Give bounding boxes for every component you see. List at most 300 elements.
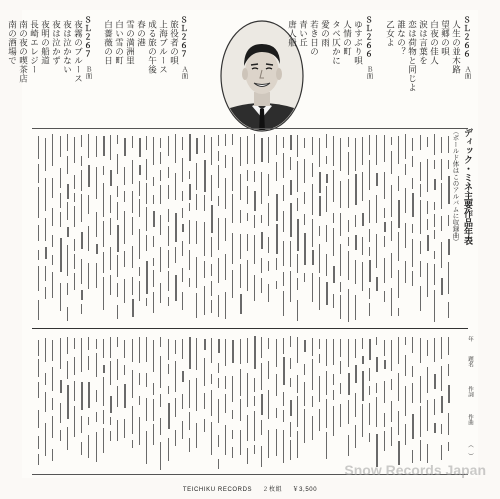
table-entry-mark	[254, 336, 256, 369]
table-entry-mark	[304, 214, 305, 225]
table-entry-mark	[153, 399, 154, 421]
track-b6: 青い丘	[297, 20, 308, 47]
table-entry-mark	[268, 137, 269, 163]
table-entry-mark	[247, 213, 248, 221]
table-entry-mark	[153, 424, 154, 445]
table-entry-mark	[52, 449, 53, 461]
table-entry-mark	[441, 424, 442, 434]
table-entry-mark	[448, 160, 449, 168]
table-entry-mark	[326, 174, 328, 183]
table-entry-mark	[74, 206, 75, 228]
table-entry-mark	[391, 401, 392, 422]
table-entry-mark	[247, 234, 248, 251]
table-entry-mark	[391, 185, 392, 217]
table-entry-mark	[67, 134, 68, 150]
table-entry-mark	[132, 246, 133, 268]
track-d6: 南の夜の喫茶店	[17, 20, 28, 83]
table-entry-mark	[312, 137, 313, 155]
table-entry-mark	[139, 281, 140, 302]
table-entry-mark	[448, 337, 449, 355]
table-entry-mark	[441, 242, 442, 268]
table-entry-mark	[448, 262, 449, 294]
table-entry-mark	[96, 136, 97, 157]
table-entry-mark	[168, 386, 169, 395]
table-entry-mark	[297, 375, 298, 392]
table-entry-mark	[110, 337, 111, 357]
table-entry-mark	[225, 178, 226, 209]
table-entry-mark	[420, 406, 421, 437]
table-entry-mark	[189, 171, 190, 179]
table-entry-mark	[434, 338, 435, 361]
table-entry-mark	[290, 336, 291, 347]
table-entry-mark	[232, 194, 233, 222]
table-entry-mark	[38, 436, 39, 450]
table-entry-mark	[247, 260, 248, 291]
table-entry-mark	[355, 393, 356, 417]
table-entry-mark	[218, 378, 219, 388]
table-entry-mark	[88, 417, 89, 426]
table-entry-mark	[326, 156, 327, 164]
table-entry-mark	[398, 441, 400, 465]
table-entry-mark	[175, 134, 176, 162]
table-entry-mark	[254, 191, 256, 210]
table-entry-mark	[110, 396, 112, 413]
table-entry-mark	[110, 195, 111, 213]
table-entry-mark	[348, 152, 349, 176]
table-entry-mark	[168, 403, 170, 430]
track-d5: 長崎エレジー	[28, 20, 39, 74]
table-entry-mark	[139, 138, 141, 158]
table-entry-mark	[88, 165, 90, 187]
table-entry-mark	[340, 404, 341, 426]
table-entry-mark	[254, 396, 255, 406]
table-entry-mark	[38, 187, 39, 218]
table-entry-mark	[319, 409, 320, 431]
table-entry-mark	[204, 261, 205, 278]
table-entry-mark	[96, 167, 97, 199]
table-entry-mark	[376, 397, 377, 426]
table-entry-mark	[96, 244, 98, 254]
table-entry-mark	[290, 400, 292, 415]
table-entry-mark	[74, 381, 75, 402]
table-entry-mark	[175, 361, 176, 392]
table-entry-mark	[290, 378, 291, 387]
table-entry-mark	[160, 442, 161, 470]
table-entry-mark	[304, 340, 306, 352]
table-entry-mark	[153, 177, 154, 186]
table-entry-mark	[362, 172, 363, 201]
table-entry-mark	[268, 430, 269, 458]
table-entry-mark	[153, 195, 154, 205]
table-entry-mark	[398, 200, 400, 228]
table-entry-mark	[362, 338, 363, 350]
table-entry-mark	[340, 361, 341, 375]
table-entry-mark	[290, 271, 291, 302]
table-entry-mark	[412, 193, 414, 217]
table-entry-mark	[45, 373, 46, 384]
table-entry-mark	[427, 340, 428, 356]
disc-b-side: Ｂ面	[365, 66, 374, 79]
table-entry-mark	[254, 411, 255, 441]
table-entry-mark	[261, 337, 262, 358]
track-c4: 春の港	[135, 20, 146, 47]
table-entry-mark	[448, 413, 449, 435]
table-entry-mark	[333, 136, 334, 166]
table-entry-mark	[254, 134, 255, 163]
table-entry-mark	[74, 338, 75, 349]
track-d2: 夜は泣かない	[61, 20, 72, 74]
table-entry-mark	[304, 159, 305, 183]
table-entry-mark	[319, 138, 320, 167]
table-entry-mark	[45, 178, 46, 211]
table-entry-mark	[448, 364, 449, 376]
table-entry-mark	[168, 209, 169, 222]
table-entry-mark	[441, 445, 442, 460]
table-entry-mark	[247, 373, 248, 407]
table-entry-mark	[67, 337, 68, 355]
table-entry-mark	[268, 338, 269, 349]
table-entry-mark	[434, 374, 436, 389]
table-entry-mark	[175, 340, 176, 354]
table-entry-mark	[139, 199, 140, 216]
table-entry-mark	[319, 226, 320, 236]
table-entry-mark	[420, 440, 421, 461]
table-entry-mark	[333, 374, 334, 386]
table-entry-mark	[333, 228, 334, 256]
table-entry-mark	[398, 270, 399, 297]
table-entry-mark	[60, 193, 61, 207]
table-entry-mark	[391, 137, 392, 145]
table-entry-mark	[45, 423, 46, 457]
table-entry-mark	[297, 337, 298, 364]
table-entry-mark	[189, 134, 191, 161]
table-entry-mark	[412, 224, 413, 233]
table-entry-mark	[204, 160, 206, 192]
table-entry-mark	[175, 213, 177, 242]
track-b7: 唐人船	[286, 20, 297, 47]
table-entry-mark	[211, 137, 212, 165]
table-entry-mark	[88, 195, 89, 214]
table-entry-mark	[348, 400, 349, 424]
table-entry-mark	[117, 202, 118, 220]
table-entry-mark	[348, 237, 349, 245]
table-entry-mark	[434, 290, 435, 322]
table-entry-mark	[45, 218, 46, 240]
table-entry-mark	[132, 160, 133, 184]
table-entry-mark	[240, 137, 241, 166]
table-entry-mark	[117, 225, 119, 252]
table-entry-mark	[261, 278, 262, 294]
table-entry-mark	[290, 180, 292, 195]
table-entry-mark	[81, 442, 82, 455]
table-entry-mark	[139, 229, 140, 258]
table-entry-mark	[45, 266, 46, 280]
table-entry-mark	[160, 283, 161, 303]
table-entry-mark	[103, 365, 105, 373]
table-entry-mark	[60, 168, 61, 188]
table-entry-mark	[448, 136, 449, 153]
table-entry-mark	[218, 196, 219, 206]
table-entry-mark	[348, 339, 349, 367]
table-entry-mark	[333, 390, 334, 400]
table-entry-mark	[124, 279, 125, 303]
table-entry-mark	[117, 186, 118, 197]
table-entry-mark	[153, 270, 154, 286]
table-entry-mark	[103, 183, 104, 217]
disc-c-side: Ａ面	[180, 66, 189, 79]
disc-a-side: Ａ面	[463, 66, 472, 79]
table-entry-mark	[369, 303, 370, 316]
table-entry-mark	[124, 167, 125, 186]
table-entry-mark	[254, 235, 255, 264]
table-entry-mark	[168, 136, 169, 155]
table-entry-mark	[74, 406, 75, 437]
table-entry-mark	[60, 238, 62, 271]
table-entry-mark	[261, 420, 262, 436]
table-entry-mark	[384, 291, 385, 302]
table-entry-mark	[304, 192, 305, 204]
table-entry-mark	[412, 156, 413, 167]
table-entry-mark	[67, 202, 68, 219]
table-entry-mark	[333, 406, 334, 437]
table-entry-mark	[110, 135, 111, 160]
table-entry-mark	[391, 379, 392, 390]
table-entry-mark	[261, 394, 263, 415]
table-entry-mark	[117, 154, 118, 174]
table-entry-mark	[297, 135, 298, 157]
discography-subtitle: （ボールド体はこのアルバムに収録曲）	[451, 128, 460, 245]
table-entry-mark	[405, 337, 406, 345]
disc-b-catalog: ＳＬ２６６	[364, 16, 374, 59]
table-entry-mark	[132, 299, 134, 317]
table-entry-mark	[319, 376, 320, 402]
table-entry-mark	[405, 164, 406, 175]
table-entry-mark	[427, 400, 428, 432]
disc-d-side: Ｂ面	[84, 66, 93, 79]
table-entry-mark	[304, 233, 306, 266]
table-entry-mark	[276, 194, 278, 221]
table-entry-mark	[124, 419, 125, 438]
table-entry-mark	[412, 178, 413, 189]
table-entry-mark	[441, 159, 442, 180]
table-entry-mark	[139, 417, 140, 445]
table-entry-mark	[189, 203, 190, 212]
track-c3: 成る旅の午後	[146, 20, 157, 74]
table-entry-mark	[196, 338, 197, 370]
table-entry-mark	[448, 442, 449, 451]
table-entry-mark	[45, 247, 47, 259]
table-entry-mark	[38, 300, 39, 321]
table-entry-mark	[175, 275, 177, 301]
table-entry-mark	[196, 293, 197, 319]
table-entry-mark	[276, 135, 277, 155]
table-entry-mark	[117, 283, 118, 297]
table-entry-mark	[405, 424, 406, 445]
table-entry-mark	[448, 215, 449, 225]
table-entry-mark	[405, 188, 406, 213]
table-entry-mark	[117, 135, 118, 144]
table-entry-mark	[103, 221, 104, 247]
table-entry-mark	[391, 288, 392, 317]
table-entry-mark	[52, 416, 53, 438]
table-entry-mark	[103, 377, 104, 406]
table-entry-mark	[412, 271, 413, 286]
table-entry-mark	[427, 367, 428, 393]
table-entry-mark	[312, 184, 313, 215]
table-entry-mark	[52, 235, 53, 247]
table-entry-mark	[52, 208, 53, 226]
table-entry-mark	[333, 170, 334, 202]
table-entry-mark	[348, 373, 350, 394]
price: ￥3,500	[292, 487, 318, 493]
table-entry-mark	[45, 287, 46, 299]
table-entry-mark	[160, 170, 161, 181]
table-entry-mark	[297, 254, 298, 273]
table-entry-mark	[67, 156, 68, 174]
table-entry-mark	[297, 300, 298, 321]
table-entry-mark	[391, 253, 392, 277]
table-entry-mark	[60, 136, 61, 157]
table-entry-mark	[146, 261, 148, 294]
table-entry-mark	[160, 337, 161, 347]
table-entry-mark	[304, 273, 305, 283]
table-entry-mark	[261, 138, 263, 163]
table-entry-mark	[427, 444, 428, 463]
table-entry-mark	[405, 134, 406, 159]
table-entry-mark	[146, 298, 147, 306]
table-entry-mark	[96, 263, 97, 288]
table-entry-mark	[333, 213, 334, 224]
table-entry-mark	[355, 138, 356, 172]
table-entry-mark	[146, 183, 147, 204]
table-entry-mark	[290, 358, 291, 369]
table-entry-mark	[312, 250, 314, 265]
table-entry-mark	[168, 226, 169, 246]
table-entry-mark	[304, 364, 305, 375]
table-entry-mark	[160, 215, 161, 235]
track-a7: 乙女よ	[384, 20, 395, 47]
table-entry-mark	[211, 175, 212, 201]
table-entry-mark	[124, 191, 125, 202]
table-entry-mark	[312, 359, 313, 390]
table-entry-mark	[218, 165, 219, 188]
table-entry-mark	[290, 241, 291, 267]
table-entry-mark	[384, 172, 385, 200]
table-entry-mark	[225, 254, 226, 281]
table-entry-mark	[326, 186, 327, 211]
table-entry-mark	[290, 135, 292, 150]
table-entry-mark	[355, 295, 356, 320]
table-entry-mark	[376, 357, 378, 372]
table-entry-mark	[420, 200, 421, 233]
table-entry-mark	[398, 136, 399, 165]
table-entry-mark	[196, 138, 198, 154]
table-entry-mark	[268, 261, 269, 272]
table-entry-mark	[189, 438, 190, 452]
table-entry-mark	[405, 386, 406, 416]
table-entry-mark	[211, 374, 212, 384]
table-entry-mark	[398, 373, 399, 402]
table-entry-mark	[225, 134, 226, 145]
table-entry-mark	[340, 295, 341, 318]
table-entry-mark	[369, 386, 370, 395]
table-top-rule	[32, 128, 468, 129]
table-entry-mark	[103, 277, 104, 310]
table-entry-mark	[391, 151, 392, 174]
table-entry-mark	[326, 134, 327, 148]
table-entry-mark	[204, 286, 205, 315]
table-entry-mark	[398, 308, 399, 316]
table-entry-mark	[211, 390, 212, 416]
table-entry-mark	[247, 415, 248, 442]
table-entry-mark	[204, 339, 206, 350]
table-entry-mark	[52, 340, 53, 361]
table-entry-mark	[103, 410, 104, 423]
table-entry-mark	[254, 275, 255, 301]
table-entry-mark	[124, 138, 126, 156]
table-entry-mark	[362, 404, 363, 437]
table-entry-mark	[355, 260, 356, 284]
table-entry-mark	[376, 383, 377, 392]
table-entry-mark	[405, 355, 406, 375]
table-entry-mark	[81, 338, 82, 372]
table-entry-mark	[45, 138, 46, 171]
table-entry-mark	[247, 448, 248, 463]
table-entry-mark	[81, 194, 82, 222]
table-entry-mark	[312, 163, 313, 177]
table-entry-mark	[283, 185, 284, 200]
table-entry-mark	[124, 251, 125, 267]
table-entry-mark	[276, 429, 277, 456]
discography-title: ディック・ミネ主要作品年表	[462, 128, 472, 245]
table-entry-mark	[218, 399, 219, 423]
table-entry-mark	[146, 337, 147, 362]
table-entry-mark	[355, 215, 356, 227]
table-entry-mark	[384, 413, 385, 426]
table-entry-mark	[204, 135, 205, 153]
table-entry-mark	[312, 219, 313, 247]
table-entry-mark	[218, 435, 219, 447]
table-entry-mark	[283, 430, 284, 463]
table-entry-mark	[132, 370, 133, 398]
table-entry-mark	[290, 203, 292, 236]
table-entry-mark	[290, 440, 291, 459]
track-c7: 白薔薇の日	[102, 20, 113, 65]
table-entry-mark	[348, 435, 349, 456]
table-entry-mark	[304, 382, 305, 406]
table-entry-mark	[319, 354, 320, 362]
table-entry-mark	[189, 250, 190, 270]
table-entry-mark	[160, 247, 161, 272]
table-entry-mark	[268, 203, 269, 226]
table-entry-mark	[132, 406, 133, 434]
table-entry-mark	[398, 176, 399, 190]
table-entry-mark	[211, 338, 212, 363]
table-entry-mark	[326, 399, 327, 428]
table-entry-mark	[132, 277, 133, 295]
table-entry-mark	[297, 431, 298, 458]
table-entry-mark	[261, 446, 262, 467]
table-entry-mark	[448, 302, 449, 318]
table-entry-mark	[124, 365, 125, 375]
table-header-note: （ ）	[467, 442, 473, 459]
table-entry-mark	[196, 194, 197, 210]
table-entry-mark	[60, 430, 61, 441]
table-entry-mark	[189, 278, 190, 287]
table-entry-mark	[225, 394, 226, 413]
table-entry-mark	[297, 161, 298, 192]
table-entry-mark	[240, 339, 241, 364]
